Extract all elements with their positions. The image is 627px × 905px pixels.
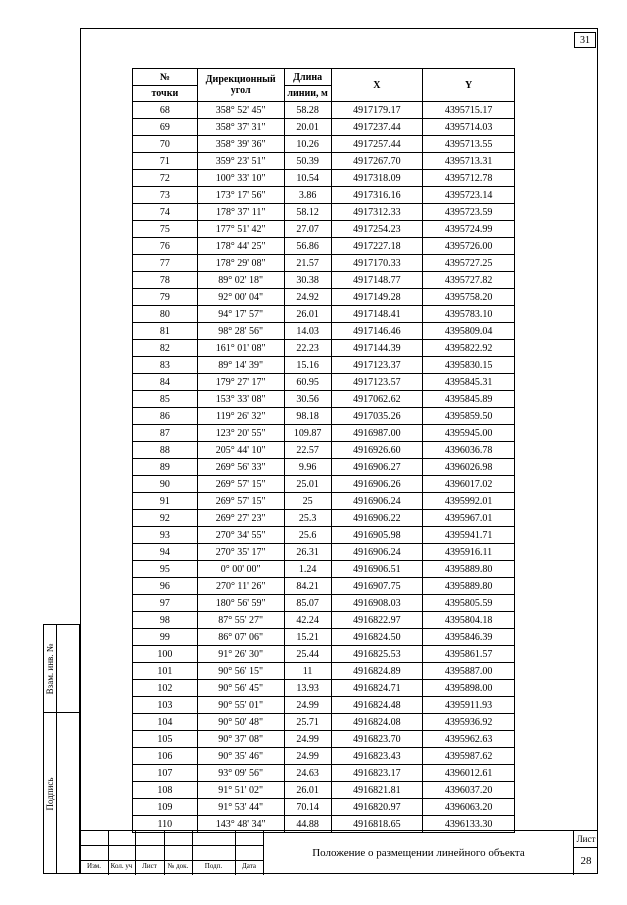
cell-coord-x: 4917254.23 — [331, 221, 423, 238]
cell-line-length: 58.28 — [284, 102, 331, 119]
table-row — [133, 697, 515, 714]
cell-direction-angle: 90° 55' 01" — [197, 697, 284, 714]
cell-point-number: 68 — [133, 102, 198, 119]
cell-coord-y: 4396026.98 — [423, 459, 515, 476]
cell-point-number: 74 — [133, 204, 198, 221]
cell-coord-y: 4395726.00 — [423, 238, 515, 255]
cell-line-length: 27.07 — [284, 221, 331, 238]
cell-coord-x: 4916926.60 — [331, 442, 423, 459]
cell-line-length: 10.26 — [284, 136, 331, 153]
cell-coord-x: 4916906.51 — [331, 561, 423, 578]
side-stamp-values-column — [56, 624, 80, 874]
cell-coord-y: 4395846.39 — [423, 629, 515, 646]
title-block — [80, 830, 598, 874]
cell-coord-y: 4396133.30 — [423, 816, 515, 833]
cell-point-number: 69 — [133, 119, 198, 136]
cell-direction-angle: 87° 55' 27" — [197, 612, 284, 629]
cell-coord-x: 4916906.24 — [331, 493, 423, 510]
header-length-top: Длина — [284, 69, 331, 86]
table-row — [133, 255, 515, 272]
title-block-revision-grid — [80, 831, 263, 875]
cell-coord-y: 4395713.31 — [423, 153, 515, 170]
cell-coord-x: 4916823.43 — [331, 748, 423, 765]
cell-direction-angle: 177° 51' 42" — [197, 221, 284, 238]
table-row — [133, 561, 515, 578]
cell-line-length: 22.57 — [284, 442, 331, 459]
cell-direction-angle: 178° 44' 25" — [197, 238, 284, 255]
cell-coord-y: 4395845.31 — [423, 374, 515, 391]
cell-point-number: 96 — [133, 578, 198, 595]
cell-coord-y: 4395859.50 — [423, 408, 515, 425]
cell-point-number: 95 — [133, 561, 198, 578]
cell-point-number: 99 — [133, 629, 198, 646]
cell-coord-y: 4395822.92 — [423, 340, 515, 357]
cell-coord-y: 4395941.71 — [423, 527, 515, 544]
cell-line-length: 26.01 — [284, 306, 331, 323]
header-angle: Дирекционный угол — [197, 69, 284, 102]
cell-point-number: 78 — [133, 272, 198, 289]
cell-line-length: 58.12 — [284, 204, 331, 221]
cell-point-number: 85 — [133, 391, 198, 408]
cell-coord-x: 4916906.22 — [331, 510, 423, 527]
cell-coord-y: 4395987.62 — [423, 748, 515, 765]
cell-point-number: 94 — [133, 544, 198, 561]
cell-coord-y: 4395715.17 — [423, 102, 515, 119]
table-row — [133, 493, 515, 510]
table-row — [133, 425, 515, 442]
cell-coord-y: 4395712.78 — [423, 170, 515, 187]
cell-line-length: 9.96 — [284, 459, 331, 476]
cell-coord-y: 4396017.02 — [423, 476, 515, 493]
cell-point-number: 87 — [133, 425, 198, 442]
table-row — [133, 102, 515, 119]
cell-coord-y: 4395992.01 — [423, 493, 515, 510]
cell-coord-y: 4395727.82 — [423, 272, 515, 289]
cell-coord-x: 4916823.17 — [331, 765, 423, 782]
cell-line-length: 15.21 — [284, 629, 331, 646]
cell-direction-angle: 359° 23' 51" — [197, 153, 284, 170]
cell-line-length: 10.54 — [284, 170, 331, 187]
table-row — [133, 527, 515, 544]
title-block-col-izm: Изм. — [87, 862, 101, 870]
cell-point-number: 103 — [133, 697, 198, 714]
cell-coord-x: 4916987.00 — [331, 425, 423, 442]
cell-point-number: 102 — [133, 680, 198, 697]
cell-direction-angle: 90° 56' 45" — [197, 680, 284, 697]
cell-direction-angle: 358° 52' 45" — [197, 102, 284, 119]
cell-coord-y: 4395830.15 — [423, 357, 515, 374]
cell-direction-angle: 143° 48' 34" — [197, 816, 284, 833]
cell-line-length: 109.87 — [284, 425, 331, 442]
cell-coord-x: 4916906.26 — [331, 476, 423, 493]
cell-point-number: 88 — [133, 442, 198, 459]
cell-line-length: 21.57 — [284, 255, 331, 272]
cell-line-length: 60.95 — [284, 374, 331, 391]
cell-line-length: 13.93 — [284, 680, 331, 697]
table-row — [133, 544, 515, 561]
table-row — [133, 578, 515, 595]
table-row — [133, 238, 515, 255]
table-row — [133, 306, 515, 323]
table-row — [133, 799, 515, 816]
cell-coord-x: 4917123.57 — [331, 374, 423, 391]
cell-direction-angle: 179° 27' 17" — [197, 374, 284, 391]
title-block-col-podp: Подп. — [204, 862, 223, 870]
table-row — [133, 731, 515, 748]
cell-coord-x: 4917267.70 — [331, 153, 423, 170]
cell-coord-y: 4395916.11 — [423, 544, 515, 561]
table-row — [133, 374, 515, 391]
title-block-col-list: Лист — [142, 862, 157, 870]
table-row — [133, 748, 515, 765]
cell-line-length: 44.88 — [284, 816, 331, 833]
table-row — [133, 476, 515, 493]
side-stamp-podpis: Подпись — [45, 777, 55, 811]
cell-direction-angle: 90° 37' 08" — [197, 731, 284, 748]
cell-coord-y: 4395962.63 — [423, 731, 515, 748]
cell-line-length: 84.21 — [284, 578, 331, 595]
cell-direction-angle: 270° 11' 26" — [197, 578, 284, 595]
table-row — [133, 408, 515, 425]
cell-point-number: 83 — [133, 357, 198, 374]
cell-point-number: 73 — [133, 187, 198, 204]
cell-coord-x: 4916822.97 — [331, 612, 423, 629]
cell-direction-angle: 100° 33' 10" — [197, 170, 284, 187]
cell-coord-x: 4917144.39 — [331, 340, 423, 357]
cell-coord-x: 4917123.37 — [331, 357, 423, 374]
cell-coord-y: 4395889.80 — [423, 578, 515, 595]
header-x: X — [331, 69, 423, 102]
cell-direction-angle: 178° 29' 08" — [197, 255, 284, 272]
cell-line-length: 42.24 — [284, 612, 331, 629]
cell-coord-x: 4916824.71 — [331, 680, 423, 697]
cell-direction-angle: 93° 09' 56" — [197, 765, 284, 782]
cell-direction-angle: 269° 27' 23" — [197, 510, 284, 527]
cell-line-length: 25.44 — [284, 646, 331, 663]
cell-coord-x: 4917318.09 — [331, 170, 423, 187]
cell-point-number: 107 — [133, 765, 198, 782]
cell-point-number: 90 — [133, 476, 198, 493]
cell-coord-y: 4395911.93 — [423, 697, 515, 714]
sheet-number: 28 — [580, 855, 592, 867]
cell-coord-x: 4917179.17 — [331, 102, 423, 119]
cell-direction-angle: 269° 57' 15" — [197, 476, 284, 493]
title-block-col-kol-uch: Кол. уч — [110, 862, 133, 870]
table-row — [133, 459, 515, 476]
cell-coord-x: 4916818.65 — [331, 816, 423, 833]
cell-point-number: 89 — [133, 459, 198, 476]
cell-line-length: 25.6 — [284, 527, 331, 544]
cell-line-length: 24.99 — [284, 697, 331, 714]
cell-line-length: 11 — [284, 663, 331, 680]
cell-coord-y: 4395727.25 — [423, 255, 515, 272]
cell-coord-x: 4916824.89 — [331, 663, 423, 680]
table-row — [133, 765, 515, 782]
cell-point-number: 105 — [133, 731, 198, 748]
cell-direction-angle: 269° 57' 15" — [197, 493, 284, 510]
side-stamp-value-vzam — [57, 625, 79, 713]
cell-coord-y: 4395713.55 — [423, 136, 515, 153]
cell-coord-x: 4916905.98 — [331, 527, 423, 544]
cell-direction-angle: 205° 44' 10" — [197, 442, 284, 459]
document-title-text: Положение о размещении линейного объекта — [312, 847, 525, 859]
cell-coord-y: 4396012.61 — [423, 765, 515, 782]
cell-coord-y: 4395845.89 — [423, 391, 515, 408]
cell-line-length: 30.38 — [284, 272, 331, 289]
cell-coord-y: 4395805.59 — [423, 595, 515, 612]
cell-coord-x: 4916823.70 — [331, 731, 423, 748]
cell-direction-angle: 90° 50' 48" — [197, 714, 284, 731]
cell-line-length: 24.92 — [284, 289, 331, 306]
table-row — [133, 170, 515, 187]
cell-point-number: 76 — [133, 238, 198, 255]
cell-coord-x: 4916907.75 — [331, 578, 423, 595]
table-row — [133, 510, 515, 527]
cell-coord-x: 4917170.33 — [331, 255, 423, 272]
cell-direction-angle: 98° 28' 56" — [197, 323, 284, 340]
header-number-top: № — [133, 69, 198, 86]
cell-coord-x: 4917149.28 — [331, 289, 423, 306]
side-stamp — [43, 624, 80, 874]
cell-coord-y: 4395783.10 — [423, 306, 515, 323]
table-row — [133, 714, 515, 731]
cell-line-length: 70.14 — [284, 799, 331, 816]
cell-line-length: 25.01 — [284, 476, 331, 493]
cell-point-number: 75 — [133, 221, 198, 238]
table-row — [133, 391, 515, 408]
table-row — [133, 612, 515, 629]
cell-line-length: 22.23 — [284, 340, 331, 357]
table-row — [133, 204, 515, 221]
cell-direction-angle: 173° 17' 56" — [197, 187, 284, 204]
cell-direction-angle: 94° 17' 57" — [197, 306, 284, 323]
cell-coord-x: 4916821.81 — [331, 782, 423, 799]
cell-point-number: 72 — [133, 170, 198, 187]
table-row — [133, 629, 515, 646]
table-row — [133, 680, 515, 697]
cell-coord-x: 4917257.44 — [331, 136, 423, 153]
sheet-box — [573, 831, 598, 875]
cell-direction-angle: 270° 35' 17" — [197, 544, 284, 561]
cell-point-number: 70 — [133, 136, 198, 153]
cell-coord-x: 4916824.50 — [331, 629, 423, 646]
table-row — [133, 221, 515, 238]
cell-coord-y: 4395887.00 — [423, 663, 515, 680]
cell-line-length: 20.01 — [284, 119, 331, 136]
document-title — [263, 831, 573, 875]
table-row — [133, 782, 515, 799]
cell-direction-angle: 0° 00' 00" — [197, 561, 284, 578]
top-page-number: 31 — [574, 32, 596, 48]
cell-point-number: 80 — [133, 306, 198, 323]
cell-direction-angle: 90° 56' 15" — [197, 663, 284, 680]
cell-line-length: 26.01 — [284, 782, 331, 799]
cell-point-number: 77 — [133, 255, 198, 272]
table-row — [133, 289, 515, 306]
cell-point-number: 110 — [133, 816, 198, 833]
cell-direction-angle: 91° 26' 30" — [197, 646, 284, 663]
cell-direction-angle: 269° 56' 33" — [197, 459, 284, 476]
cell-coord-y: 4395889.80 — [423, 561, 515, 578]
table-body — [133, 102, 515, 833]
table-row — [133, 187, 515, 204]
cell-line-length: 14.03 — [284, 323, 331, 340]
cell-coord-x: 4917148.41 — [331, 306, 423, 323]
cell-coord-x: 4916906.27 — [331, 459, 423, 476]
cell-coord-x: 4917316.16 — [331, 187, 423, 204]
cell-coord-y: 4395723.59 — [423, 204, 515, 221]
table-row — [133, 153, 515, 170]
cell-point-number: 104 — [133, 714, 198, 731]
cell-direction-angle: 180° 56' 59" — [197, 595, 284, 612]
cell-line-length: 98.18 — [284, 408, 331, 425]
cell-line-length: 24.63 — [284, 765, 331, 782]
cell-point-number: 93 — [133, 527, 198, 544]
cell-line-length: 3.86 — [284, 187, 331, 204]
cell-point-number: 108 — [133, 782, 198, 799]
cell-direction-angle: 92° 00' 04" — [197, 289, 284, 306]
table-row — [133, 357, 515, 374]
table-row — [133, 272, 515, 289]
cell-point-number: 91 — [133, 493, 198, 510]
cell-coord-y: 4396036.78 — [423, 442, 515, 459]
table-row — [133, 442, 515, 459]
cell-direction-angle: 90° 35' 46" — [197, 748, 284, 765]
cell-point-number: 86 — [133, 408, 198, 425]
cell-direction-angle: 153° 33' 08" — [197, 391, 284, 408]
cell-coord-y: 4395967.01 — [423, 510, 515, 527]
coordinates-table — [132, 68, 515, 833]
cell-line-length: 24.99 — [284, 748, 331, 765]
cell-coord-x: 4916825.53 — [331, 646, 423, 663]
cell-coord-x: 4917227.18 — [331, 238, 423, 255]
table-row — [133, 119, 515, 136]
title-block-col-data: Дата — [242, 862, 256, 870]
cell-line-length: 25 — [284, 493, 331, 510]
cell-line-length: 25.71 — [284, 714, 331, 731]
cell-point-number: 97 — [133, 595, 198, 612]
cell-point-number: 98 — [133, 612, 198, 629]
cell-coord-y: 4395714.03 — [423, 119, 515, 136]
side-stamp-value-podpis — [57, 713, 79, 875]
cell-coord-x: 4916824.48 — [331, 697, 423, 714]
cell-point-number: 100 — [133, 646, 198, 663]
cell-coord-x: 4917062.62 — [331, 391, 423, 408]
cell-line-length: 56.86 — [284, 238, 331, 255]
cell-coord-x: 4916824.08 — [331, 714, 423, 731]
cell-coord-y: 4395758.20 — [423, 289, 515, 306]
cell-coord-y: 4396063.20 — [423, 799, 515, 816]
cell-coord-y: 4395809.04 — [423, 323, 515, 340]
cell-direction-angle: 91° 53' 44" — [197, 799, 284, 816]
cell-direction-angle: 358° 37' 31" — [197, 119, 284, 136]
cell-line-length: 50.39 — [284, 153, 331, 170]
cell-coord-y: 4395861.57 — [423, 646, 515, 663]
cell-coord-x: 4917237.44 — [331, 119, 423, 136]
side-stamp-labels-column — [43, 624, 57, 874]
cell-coord-y: 4396037.20 — [423, 782, 515, 799]
cell-point-number: 101 — [133, 663, 198, 680]
cell-line-length: 26.31 — [284, 544, 331, 561]
side-stamp-vzam: Взам. инв. № — [45, 643, 55, 694]
sheet-label: Лист — [574, 831, 598, 848]
cell-direction-angle: 119° 26' 32" — [197, 408, 284, 425]
cell-direction-angle: 89° 02' 18" — [197, 272, 284, 289]
header-length-bottom: линии, м — [284, 86, 331, 102]
cell-coord-x: 4917148.77 — [331, 272, 423, 289]
cell-coord-y: 4395724.99 — [423, 221, 515, 238]
cell-point-number: 82 — [133, 340, 198, 357]
table-row — [133, 323, 515, 340]
cell-point-number: 71 — [133, 153, 198, 170]
cell-point-number: 81 — [133, 323, 198, 340]
cell-point-number: 84 — [133, 374, 198, 391]
cell-point-number: 92 — [133, 510, 198, 527]
header-y: Y — [423, 69, 515, 102]
cell-coord-y: 4395804.18 — [423, 612, 515, 629]
title-block-col-doc: № док. — [167, 862, 189, 870]
cell-direction-angle: 86° 07' 06" — [197, 629, 284, 646]
cell-direction-angle: 89° 14' 39" — [197, 357, 284, 374]
side-stamp-cell-vzam — [44, 625, 56, 713]
cell-coord-x: 4917035.26 — [331, 408, 423, 425]
cell-direction-angle: 123° 20' 55" — [197, 425, 284, 442]
table-row — [133, 646, 515, 663]
table-row — [133, 340, 515, 357]
cell-coord-y: 4395936.92 — [423, 714, 515, 731]
cell-coord-x: 4916906.24 — [331, 544, 423, 561]
cell-coord-x: 4916908.03 — [331, 595, 423, 612]
cell-coord-x: 4917312.33 — [331, 204, 423, 221]
cell-line-length: 85.07 — [284, 595, 331, 612]
cell-coord-y: 4395945.00 — [423, 425, 515, 442]
cell-point-number: 79 — [133, 289, 198, 306]
cell-direction-angle: 161° 01' 08" — [197, 340, 284, 357]
header-number-bottom: точки — [133, 86, 198, 102]
cell-line-length: 1.24 — [284, 561, 331, 578]
cell-point-number: 109 — [133, 799, 198, 816]
cell-direction-angle: 358° 39' 36" — [197, 136, 284, 153]
cell-line-length: 25.3 — [284, 510, 331, 527]
table-row — [133, 663, 515, 680]
cell-coord-x: 4916820.97 — [331, 799, 423, 816]
table-row — [133, 136, 515, 153]
cell-point-number: 106 — [133, 748, 198, 765]
cell-coord-y: 4395723.14 — [423, 187, 515, 204]
cell-coord-y: 4395898.00 — [423, 680, 515, 697]
cell-line-length: 30.56 — [284, 391, 331, 408]
cell-direction-angle: 91° 51' 02" — [197, 782, 284, 799]
table-row — [133, 595, 515, 612]
side-stamp-cell-podpis — [44, 713, 56, 875]
cell-line-length: 24.99 — [284, 731, 331, 748]
cell-line-length: 15.16 — [284, 357, 331, 374]
cell-coord-x: 4917146.46 — [331, 323, 423, 340]
cell-direction-angle: 270° 34' 55" — [197, 527, 284, 544]
cell-direction-angle: 178° 37' 11" — [197, 204, 284, 221]
